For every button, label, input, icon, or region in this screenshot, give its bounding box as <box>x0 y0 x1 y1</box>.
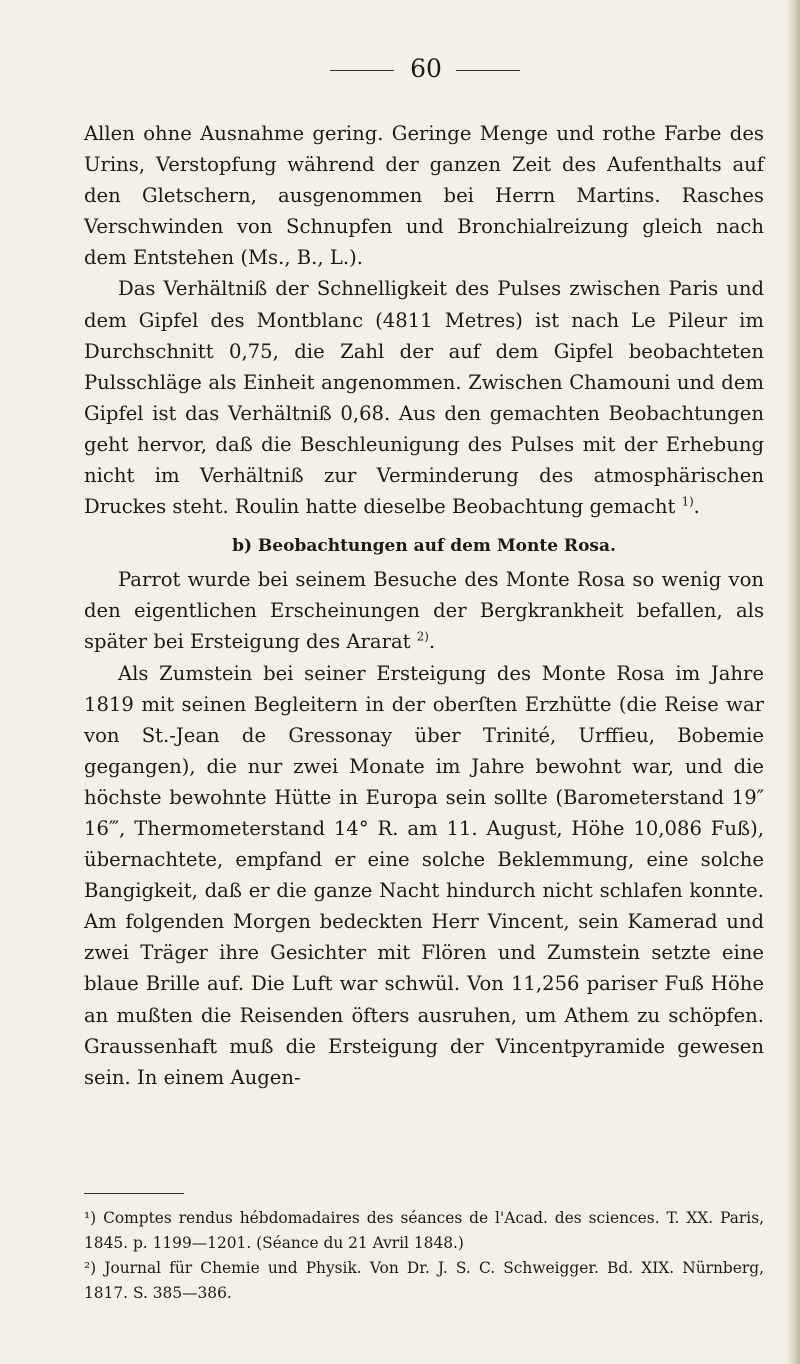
header-rule-left <box>330 70 394 71</box>
footnotes <box>84 1206 764 1306</box>
footnote-2: ²) Journal für Chemie und Physik. Von Dr. J. S. C. Schweigger. Bd. XIX. Nürnberg, 1817. S. 385—386. <box>84 1259 764 1302</box>
footnote-separator <box>84 1193 184 1194</box>
paragraph-3-end: . <box>428 630 436 654</box>
page-header <box>0 50 800 90</box>
footnote-ref-1: 1) <box>681 494 694 509</box>
header-rule-right <box>456 70 520 71</box>
paragraph-2-text: Das Verhältniß der Schnelligkeit des Pulses zwischen Paris und dem Gipfel des Montblanc (4811 Metres) ist nach Le Pileur im Durchschnitt 0,75, die Zahl der auf dem Gipfel beobachteten Pulsschläge als Einheit angenommen. Zwischen Chamouni und dem Gipfel ist das Verhältniß 0,68. Aus den gemachten Beobachtungen geht hervor, daß die Beschleunigung des Pulses mit der Erhebung nicht im Verhältniß zur Verminderung des atmosphärischen Druckes steht. Roulin hatte dieselbe Beobachtung gemacht <box>84 277 764 519</box>
paragraph-1: Allen ohne Ausnahme gering. Geringe Menge und rothe Farbe des Urins, Verstopfung während der ganzen Zeit des Aufenthalts auf den Gletschern, ausgenommen bei Herrn Martins. Rasches Verschwinden von Schnupfen und Bronchialreizung gleich nach dem Entstehen (Ms., B., L.). <box>84 122 764 270</box>
footnote-1: ¹) Comptes rendus hébdomadaires des séances de l'Acad. des sciences. T. XX. Paris, 1845. p. 1199—1201. (Séance du 21 Avril 1848.) <box>84 1209 764 1252</box>
section-subheading: b) Beobachtungen auf dem Monte Rosa. <box>232 536 616 557</box>
paragraph-4: Als Zumstein bei seiner Ersteigung des Monte Rosa im Jahre 1819 mit seinen Begleitern in der oberſten Erzhütte (die Reise war von St.-Jean de Gressonay über Trinité, Urffieu, Bobemie gegangen), die nur zwei Monate im Jahre bewohnt war, und die höchste bewohnte Hütte in Europa sein sollte (Barometerstand 19″ 16‴, Thermometerstand 14° R. am 11. August, Höhe 10,086 Fuß), übernachtete, empfand er eine solche Beklemmung, eine solche Bangigkeit, daß er die ganze Nacht hindurch nicht schlafen konnte. Am folgenden Morgen bedeckten Herr Vincent, sein Kamerad und zwei Träger ihre Gesichter mit Flören und Zumstein setzte eine blaue Brille auf. Die Luft war schwül. Von 11,256 pariser Fuß Höhe an mußten die Reisenden öfters ausruhen, um Athem zu schöpfen. Graussenhaft muß die Ersteigung der Vincentpyramide gewesen sein. In einem Augen- <box>84 661 764 1089</box>
body-text <box>84 118 764 1093</box>
paragraph-2: Das Verhältniß der Schnelligkeit des Pulses zwischen Paris und dem Gipfel des Montblanc (4811 Metres) ist nach Le Pileur im Durchschnitt 0,75, die Zahl der auf dem Gipfel beobachteten Pulsschläge als Einheit angenommen. Zwischen Chamouni und dem Gipfel ist das Verhältniß 0,68. Aus den gemachten Beobachtungen geht hervor, daß die Beschleunigung des Pulses mit der Erhebung nicht im Verhältniß zur Verminderung des atmosphärischen Druckes steht. Roulin hatte dieselbe Beobachtung gemacht $^{1)}$. <box>84 277 764 519</box>
paragraph-3-text: Parrot wurde bei seinem Besuche des Monte Rosa so wenig von den eigentlichen Erscheinungen der Bergkrankheit befallen, als später bei Ersteigung des Ararat <box>84 568 764 654</box>
footnote-ref-2: 2) <box>416 629 429 644</box>
paragraph-3 <box>84 564 764 657</box>
page-number: 60 <box>410 54 442 83</box>
page-edge-shadow <box>786 0 800 1364</box>
